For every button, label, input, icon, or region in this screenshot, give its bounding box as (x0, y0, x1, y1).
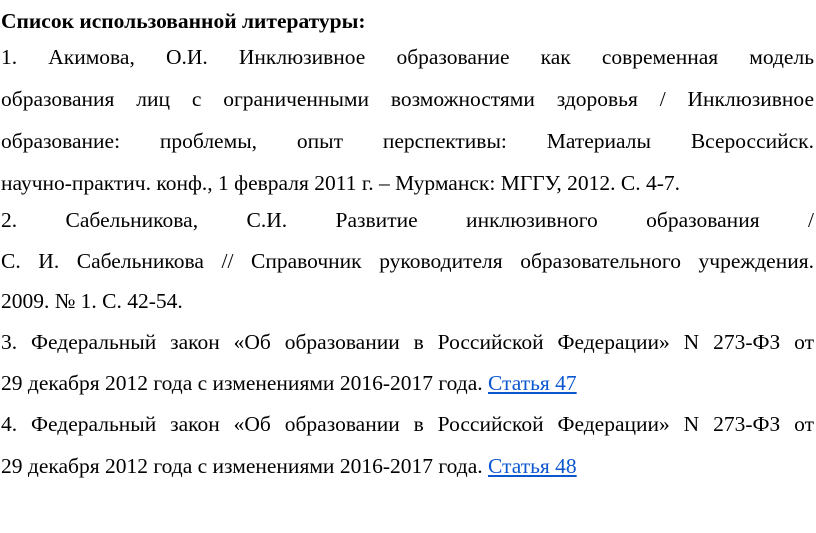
reference-3-line-2 (1, 368, 814, 398)
article-48-link[interactable]: Статья 48 (488, 454, 577, 478)
page-title: Список использованной литературы: (1, 9, 366, 33)
reference-4-line-1: 4. Федеральный закон «Об образовании в Российской Федерации» N 273-ФЗ от (1, 412, 814, 436)
reference-2-line-2: С. И. Сабельникова // Справочник руководителя образовательного учреждения. (1, 249, 814, 273)
reference-1-line-3: образование: проблемы, опыт перспективы: Материалы Всероссийск. (1, 129, 814, 153)
reference-1-line-2: образования лиц с ограниченными возможностями здоровья / Инклюзивное (1, 87, 814, 111)
reference-2-line-1: 2. Сабельникова, С.И. Развитие инклюзивного образования / (1, 208, 814, 232)
reference-3-line-1: 3. Федеральный закон «Об образовании в Российской Федерации» N 273-ФЗ от (1, 330, 814, 354)
reference-4-line-2-text: 29 декабря 2012 года с изменениями 2016-2017 года. (1, 454, 488, 478)
reference-4-line-2 (1, 451, 814, 481)
reference-1-line-4: научно-практич. конф., 1 февраля 2011 г. – Мурманск: МГГУ, 2012. С. 4-7. (1, 171, 681, 195)
reference-3-line-2-text: 29 декабря 2012 года с изменениями 2016-2017 года. (1, 371, 488, 395)
reference-1-line-1: 1. Акимова, О.И. Инклюзивное образование как современная модель (1, 45, 814, 69)
reference-2-line-3: 2009. № 1. С. 42-54. (1, 289, 183, 313)
article-47-link[interactable]: Статья 47 (488, 371, 577, 395)
